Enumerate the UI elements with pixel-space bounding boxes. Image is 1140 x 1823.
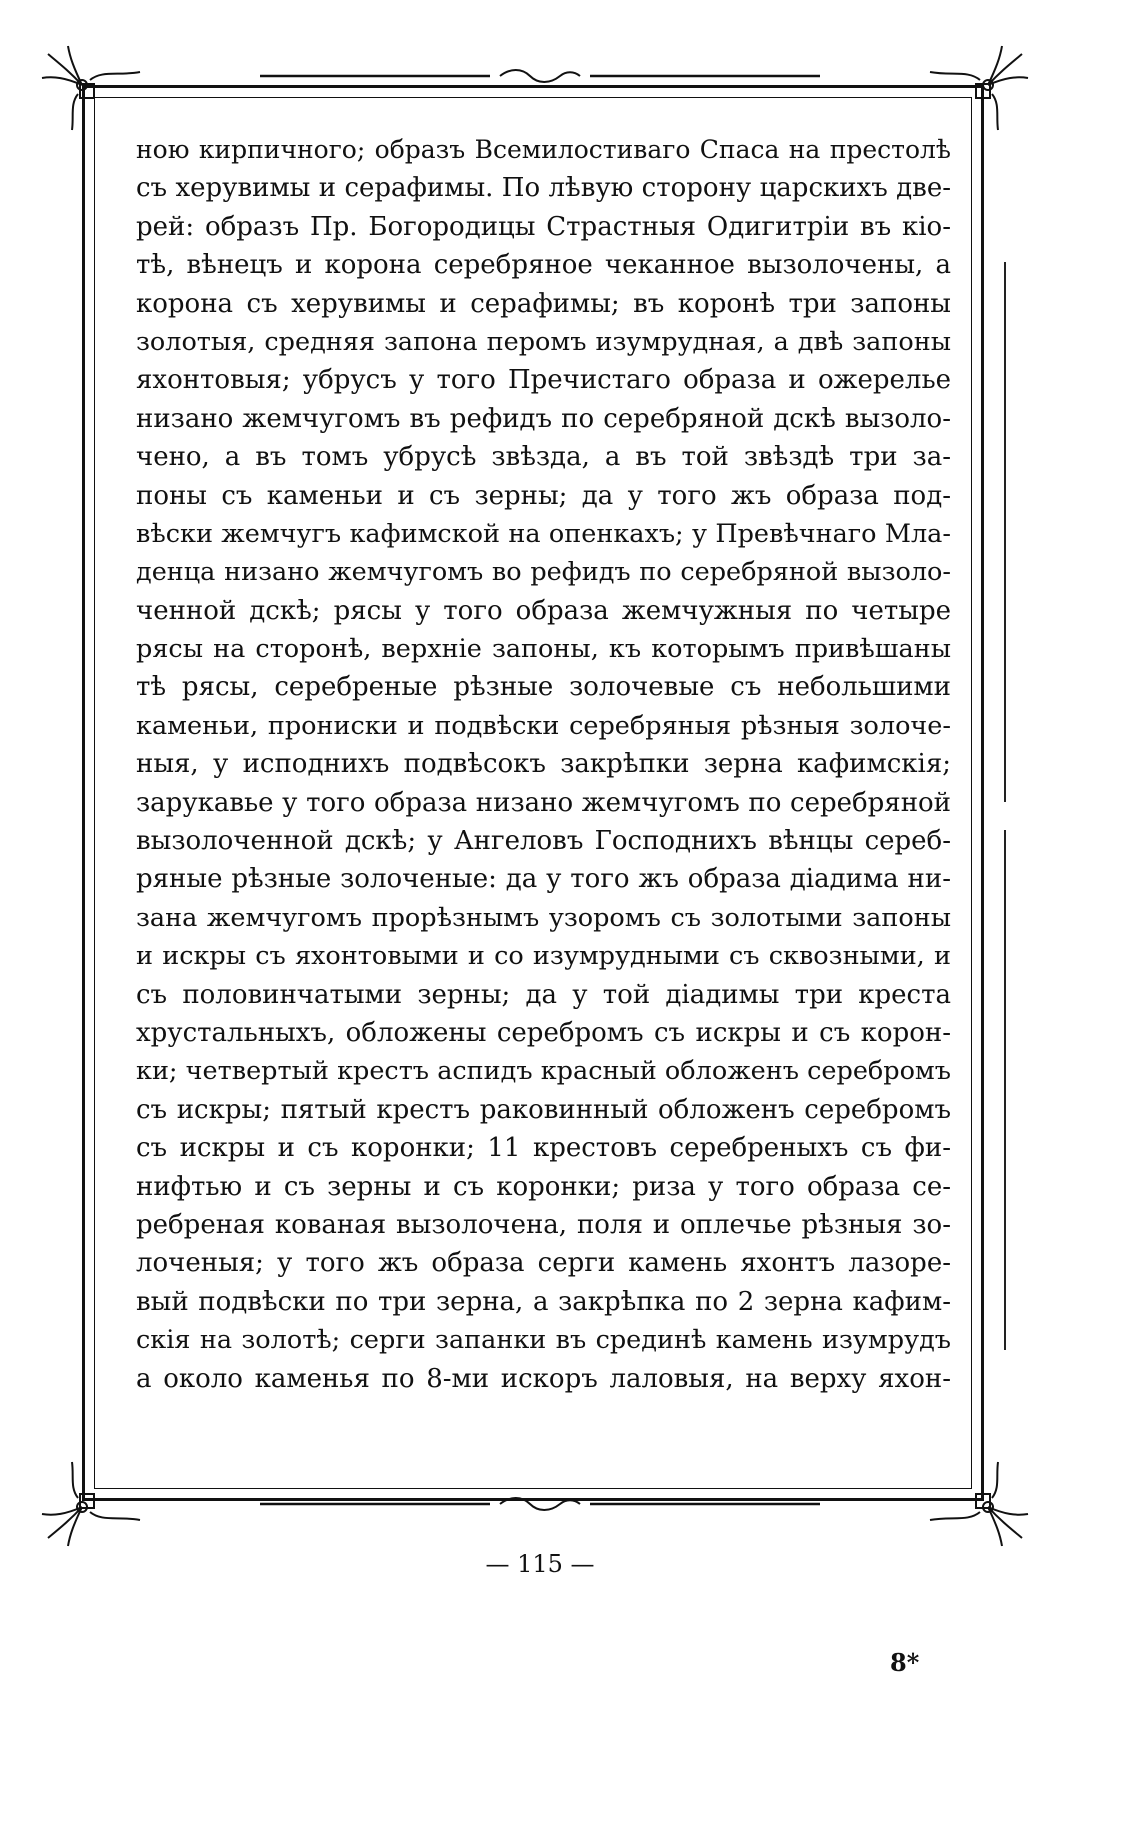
text-line: низано жемчугомъ въ рефидъ по серебряной дскѣ вызоло-	[136, 403, 951, 434]
text-line: съ херувимы и серафимы. По лѣвую сторону царскихъ две-	[136, 173, 951, 204]
top-center-ornament-icon	[260, 66, 820, 86]
text-line: нифтью и съ зерны и съ коронки; риза у того образа се-	[136, 1171, 951, 1202]
text-line: ребреная кованая вызолочена, поля и оплечье рѣзныя зо-	[136, 1209, 951, 1240]
text-line: ныя, у исподнихъ подвѣсокъ закрѣпки зерна кафимскія;	[136, 749, 951, 780]
text-line: золотыя, средняя запона перомъ изумрудная, а двѣ запоны	[136, 326, 951, 357]
text-line: вѣски жемчугъ кафимской на опенкахъ; у Превѣчнаго Мла-	[136, 518, 951, 549]
text-line: съ половинчатыми зерны; да у той діадимы три креста	[136, 979, 951, 1010]
text-line: тѣ рясы, серебреные рѣзные золочевые съ небольшими	[136, 672, 951, 703]
text-line: съ искры; пятый крестъ раковинный обложенъ серебромъ	[136, 1094, 951, 1125]
text-line: рей: образъ Пр. Богородицы Страстныя Одигитріи въ кіо-	[136, 211, 951, 242]
text-line: ряные рѣзные золоченые: да у того жъ образа діадима ни-	[136, 864, 951, 895]
text-line: лоченыя; у того жъ образа серги камень яхонтъ лазоре-	[136, 1248, 951, 1279]
top-left-ornament-icon	[40, 42, 150, 132]
margin-rule-2	[1004, 830, 1006, 1350]
text-line: тѣ, вѣнецъ и корона серебряное чеканное вызолочены, а	[136, 250, 951, 281]
text-line: денца низано жемчугомъ во рефидъ по серебряной вызоло-	[136, 557, 951, 588]
text-line: ною кирпичного; образъ Всемилостиваго Спаса на престолѣ	[136, 135, 951, 164]
text-line: корона съ херувимы и серафимы; въ коронѣ три запоны	[136, 288, 951, 319]
text-line: скія на золотѣ; серги запанки въ срединѣ камень изумрудъ	[136, 1325, 951, 1356]
signature-mark: 8*	[890, 1648, 920, 1677]
text-line: яхонтовыя; убрусъ у того Пречистаго образа и ожерелье	[136, 365, 951, 396]
text-line: вызолоченной дскѣ; у Ангеловъ Господнихъ вѣнцы сереб-	[136, 826, 951, 857]
text-line: чено, а въ томъ убрусѣ звѣзда, а въ той звѣздѣ три за-	[136, 442, 951, 473]
text-line: рясы на сторонѣ, верхніе запоны, къ которымъ привѣшаны	[136, 634, 951, 665]
text-line: поны съ каменьи и съ зерны; да у того жъ образа под-	[136, 480, 951, 511]
top-right-ornament-icon	[920, 42, 1030, 132]
body-text	[136, 131, 951, 1398]
margin-rule-1	[1004, 262, 1006, 802]
text-line: хрустальныхъ, обложены серебромъ съ искры и съ корон-	[136, 1017, 951, 1048]
bottom-right-ornament-icon	[920, 1460, 1030, 1550]
page-number: — 115 —	[485, 1550, 595, 1578]
text-line: вый подвѣски по три зерна, а закрѣпка по 2 зерна кафим-	[136, 1286, 951, 1317]
text-line: ченной дскѣ; рясы у того образа жемчужныя по четыре	[136, 595, 951, 626]
bottom-left-ornament-icon	[40, 1460, 150, 1550]
text-line: зарукавье у того образа низано жемчугомъ по серебряной	[136, 787, 951, 818]
bottom-center-ornament-icon	[260, 1494, 820, 1514]
text-line: а около каменья по 8-ми искоръ лаловыя, на верху яхон-	[136, 1363, 951, 1394]
text-line: ки; четвертый крестъ аспидъ красный обложенъ серебромъ	[136, 1056, 951, 1087]
text-line: съ искры и съ коронки; 11 крестовъ серебреныхъ съ фи-	[136, 1133, 951, 1164]
text-line: зана жемчугомъ прорѣзнымъ узоромъ съ золотыми запоны	[136, 902, 951, 933]
text-line: каменьи, прониски и подвѣски серебряныя рѣзныя золоче-	[136, 710, 951, 741]
text-line: и искры съ яхонтовыми и со изумрудными съ сквозными, и	[136, 941, 951, 972]
